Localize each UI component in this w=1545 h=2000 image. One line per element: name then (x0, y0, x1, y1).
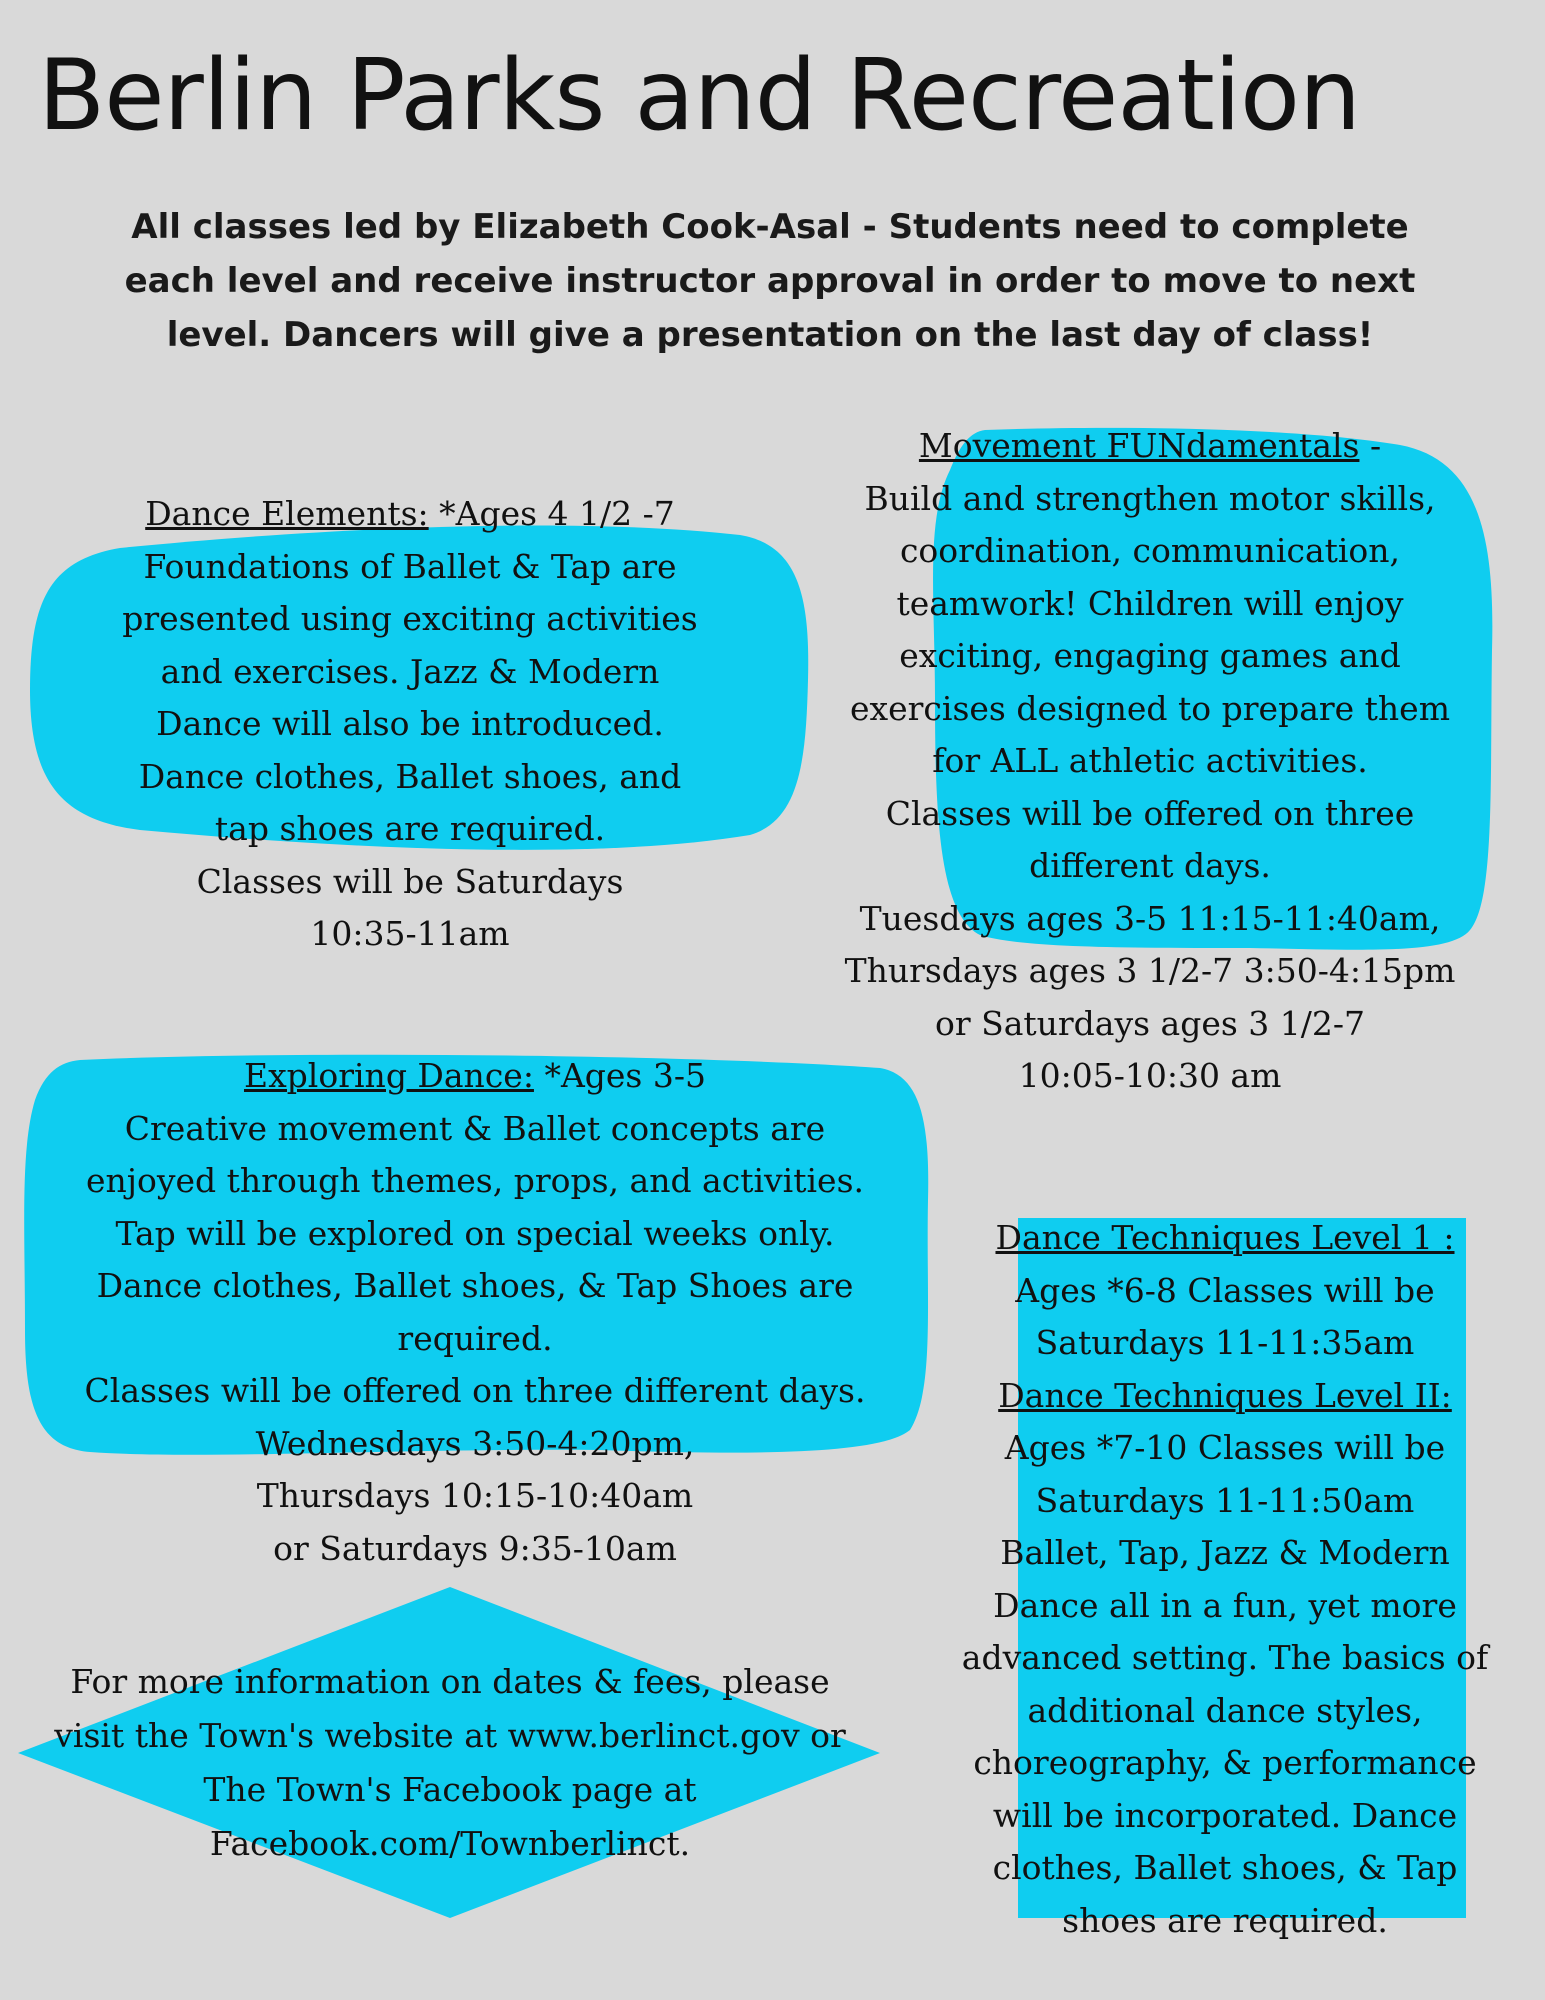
techniques-line: Ages *6-8 Classes will be (1015, 1270, 1435, 1310)
movement-heading: Movement FUNdamentals (918, 426, 1360, 465)
dance-elements-ages: *Ages 4 1/2 -7 (428, 494, 675, 533)
movement-line: different days. (1029, 846, 1271, 885)
dance-elements-heading-line (30, 488, 790, 541)
techniques-line: choreography, & performance (973, 1743, 1477, 1782)
more-info-line: Facebook.com/Townberlinct. (209, 1824, 691, 1863)
movement-line: Tuesdays ages 3-5 11:15-11:40am, (859, 898, 1441, 938)
techniques-line: advanced setting. The basics of (961, 1638, 1489, 1677)
movement-line: Classes will be offered on three (885, 793, 1415, 833)
techniques-line: additional dance styles, (1027, 1690, 1423, 1730)
movement-line: or Saturdays ages 3 1/2-7 (934, 1003, 1366, 1043)
more-info-line: visit the Town's website at www.berlinct.gov or (54, 1716, 846, 1755)
dance-elements-section (30, 488, 790, 961)
exploring-heading-line (20, 1050, 930, 1103)
more-info-line: For more information on dates & fees, please (70, 1662, 830, 1701)
dance-elements-line: Dance will also be introduced. (156, 704, 664, 743)
exploring-line: required. (397, 1318, 553, 1358)
dance-elements-heading: Dance Elements: (145, 494, 429, 533)
movement-line: coordination, communication, (899, 531, 1401, 570)
intro-line: level. Dancers will give a presentation on the last day of class! (166, 315, 1374, 355)
movement-line: teamwork! Children will enjoy (896, 583, 1404, 623)
dance-elements-line: Classes will be Saturdays (196, 861, 624, 901)
movement-heading-dash: - (1359, 426, 1382, 465)
exploring-line: or Saturdays 9:35-10am (273, 1528, 677, 1568)
exploring-line: Classes will be offered on three different days. (84, 1371, 866, 1410)
exploring-dance-section (20, 1050, 930, 1575)
dance-elements-line: Dance clothes, Ballet shoes, and (138, 756, 682, 796)
techniques-line: Saturdays 11-11:50am (1035, 1480, 1415, 1520)
movement-fundamentals-section (800, 420, 1500, 1103)
movement-line: 10:05-10:30 am (1018, 1056, 1282, 1095)
intro-line: All classes led by Elizabeth Cook-Asal - Students need to complete (131, 207, 1409, 247)
dance-techniques-section (915, 1212, 1535, 1947)
movement-line: exercises designed to prepare them (849, 688, 1450, 728)
exploring-line: enjoyed through themes, props, and activities. (85, 1161, 864, 1200)
exploring-line: Wednesdays 3:50-4:20pm, (255, 1423, 695, 1463)
dance-elements-line: 10:35-11am (310, 914, 510, 953)
intro-line: each level and receive instructor approval in order to move to next (124, 261, 1416, 301)
movement-heading-line (800, 420, 1500, 473)
techniques-line: Ballet, Tap, Jazz & Modern (1000, 1533, 1450, 1572)
techniques-line: clothes, Ballet shoes, & Tap (992, 1848, 1458, 1887)
exploring-heading: Exploring Dance: (243, 1056, 534, 1095)
dance-elements-line: Foundations of Ballet & Tap are (143, 546, 677, 586)
techniques-line: Dance all in a fun, yet more (993, 1585, 1457, 1625)
techniques-line: Saturdays 11-11:35am (1035, 1323, 1415, 1362)
exploring-line: Creative movement & Ballet concepts are (124, 1108, 826, 1148)
exploring-line: Tap will be explored on special weeks only. (115, 1213, 835, 1253)
movement-line: Build and strengthen motor skills, (864, 478, 1436, 518)
exploring-line: Dance clothes, Ballet shoes, & Tap Shoes are (96, 1266, 854, 1305)
techniques-line: Ages *7-10 Classes will be (1004, 1428, 1446, 1467)
techniques-level2-heading: Dance Techniques Level II: (998, 1375, 1452, 1415)
exploring-line: Thursdays 10:15-10:40am (256, 1476, 694, 1515)
dance-elements-line: tap shoes are required. (214, 809, 606, 848)
techniques-level1-heading: Dance Techniques Level 1 : (995, 1218, 1455, 1257)
movement-line: exciting, engaging games and (899, 636, 1401, 675)
intro-text (60, 200, 1480, 362)
more-info-section (10, 1655, 890, 1871)
more-info-line: The Town's Facebook page at (203, 1770, 697, 1809)
dance-elements-line: and exercises. Jazz & Modern (160, 651, 660, 691)
dance-elements-line: presented using exciting activities (122, 599, 698, 638)
page-title: Berlin Parks and Recreation (38, 39, 1361, 153)
techniques-line: will be incorporated. Dance (992, 1795, 1458, 1835)
movement-line: for ALL athletic activities. (932, 741, 1368, 780)
movement-line: Thursdays ages 3 1/2-7 3:50-4:15pm (844, 951, 1456, 990)
techniques-line: shoes are required. (1062, 1900, 1388, 1940)
exploring-ages: *Ages 3-5 (533, 1056, 706, 1095)
